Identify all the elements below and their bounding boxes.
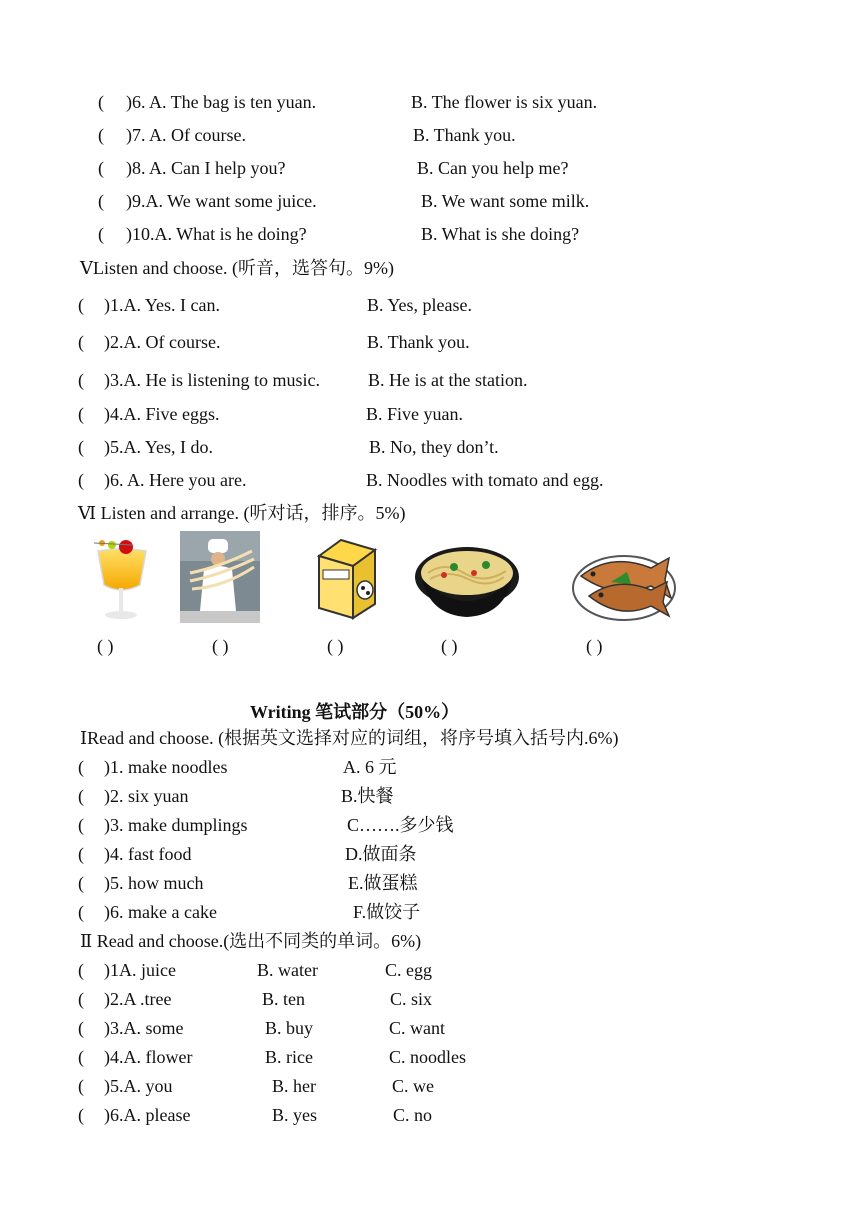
juice-glass-picture	[88, 533, 154, 623]
section-heading: Ⅱ Read and choose.(选出不同类的单词。6%)	[80, 931, 422, 951]
answer-blank[interactable]: (	[78, 1018, 84, 1038]
phrase-en: )6. make a cake	[104, 902, 217, 922]
writing-title: Writing 笔试部分（50%）	[250, 702, 460, 722]
option-a: )6. A. The bag is ten yuan.	[126, 92, 317, 112]
fish-plate-picture	[571, 542, 677, 624]
answer-blank[interactable]: (	[78, 786, 84, 806]
phrase-en: )1. make noodles	[104, 757, 228, 777]
option-b: B. Yes, please.	[367, 295, 473, 315]
option-b: B. What is she doing?	[421, 224, 580, 244]
phrase-zh: C…….多少钱	[347, 815, 454, 835]
answer-blank[interactable]: (	[78, 295, 84, 315]
arrange-blank-1[interactable]: ( )	[97, 636, 114, 656]
option-a: )4.A. flower	[104, 1047, 193, 1067]
phrase-zh: E.做蛋糕	[348, 873, 418, 893]
option-b: B. Thank you.	[413, 125, 516, 145]
option-a: )1A. juice	[104, 960, 176, 980]
section-heading: Ⅵ Listen and arrange. (听对话，排序。5%)	[78, 503, 406, 523]
phrase-en: )2. six yuan	[104, 786, 189, 806]
answer-blank[interactable]: (	[78, 902, 84, 922]
answer-blank[interactable]: (	[98, 224, 104, 244]
option-b: B. Thank you.	[367, 332, 470, 352]
option-c: C. no	[393, 1105, 433, 1125]
option-b: B. her	[272, 1076, 316, 1096]
answer-blank[interactable]: (	[78, 404, 84, 424]
answer-blank[interactable]: (	[78, 332, 84, 352]
option-a: )2.A .tree	[104, 989, 172, 1009]
answer-blank[interactable]: (	[78, 989, 84, 1009]
phrase-zh: B.快餐	[341, 786, 394, 806]
option-b: B. No, they don’t.	[369, 437, 499, 457]
arrange-blank-4[interactable]: ( )	[441, 636, 458, 656]
answer-blank[interactable]: (	[78, 960, 84, 980]
option-b: B. We want some milk.	[421, 191, 590, 211]
option-b: B. He is at the station.	[368, 370, 528, 390]
option-a: )7. A. Of course.	[126, 125, 246, 145]
option-a: )5.A. Yes, I do.	[104, 437, 214, 457]
option-b: B. buy	[265, 1018, 314, 1038]
answer-blank[interactable]: (	[78, 873, 84, 893]
phrase-zh: F.做饺子	[353, 902, 421, 922]
answer-blank[interactable]: (	[98, 158, 104, 178]
phrase-en: )3. make dumplings	[104, 815, 248, 835]
answer-blank[interactable]: (	[78, 470, 84, 490]
option-b: B. ten	[262, 989, 305, 1009]
answer-blank[interactable]: (	[98, 125, 104, 145]
option-a: )1.A. Yes. I can.	[104, 295, 220, 315]
option-a: )4.A. Five eggs.	[104, 404, 220, 424]
option-c: C. egg	[385, 960, 432, 980]
option-b: B. Five yuan.	[366, 404, 463, 424]
arrange-blank-5[interactable]: ( )	[586, 636, 603, 656]
answer-blank[interactable]: (	[78, 1047, 84, 1067]
phrase-en: )5. how much	[104, 873, 204, 893]
milk-carton-picture	[311, 536, 383, 622]
option-a: )6. A. Here you are.	[104, 470, 247, 490]
noodles-bowl-picture	[414, 543, 520, 623]
option-b: B. Noodles with tomato and egg.	[366, 470, 604, 490]
option-a: )2.A. Of course.	[104, 332, 221, 352]
option-a: )10.A. What is he doing?	[126, 224, 307, 244]
answer-blank[interactable]: (	[78, 844, 84, 864]
answer-blank[interactable]: (	[78, 437, 84, 457]
arrange-blank-3[interactable]: ( )	[327, 636, 344, 656]
option-b: B. water	[257, 960, 318, 980]
option-a: )6.A. please	[104, 1105, 191, 1125]
answer-blank[interactable]: (	[78, 370, 84, 390]
option-a: )5.A. you	[104, 1076, 173, 1096]
arrange-blank-2[interactable]: ( )	[212, 636, 229, 656]
option-c: C. noodles	[389, 1047, 467, 1067]
answer-blank[interactable]: (	[78, 1076, 84, 1096]
option-c: C. want	[389, 1018, 445, 1038]
answer-blank[interactable]: (	[78, 815, 84, 835]
answer-blank[interactable]: (	[98, 92, 104, 112]
phrase-zh: D.做面条	[345, 844, 417, 864]
answer-blank[interactable]: (	[78, 757, 84, 777]
section-heading: ⅠRead and choose. (根据英文选择对应的词组，将序号填入括号内.6%)	[80, 728, 619, 748]
phrase-zh: A. 6 元	[343, 757, 397, 777]
option-b: B. rice	[265, 1047, 313, 1067]
answer-blank[interactable]: (	[98, 191, 104, 211]
option-c: C. we	[392, 1076, 434, 1096]
answer-blank[interactable]: (	[78, 1105, 84, 1125]
option-b: B. The flower is six yuan.	[411, 92, 598, 112]
section-heading: ⅤListen and choose. (听音，选答句。9%)	[80, 258, 394, 278]
option-c: C. six	[390, 989, 433, 1009]
option-b: B. yes	[272, 1105, 317, 1125]
option-a: )8. A. Can I help you?	[126, 158, 286, 178]
option-a: )3.A. some	[104, 1018, 184, 1038]
phrase-en: )4. fast food	[104, 844, 192, 864]
chef-making-noodles-picture	[180, 531, 260, 623]
option-a: )3.A. He is listening to music.	[104, 370, 320, 390]
option-b: B. Can you help me?	[417, 158, 569, 178]
option-a: )9.A. We want some juice.	[126, 191, 317, 211]
